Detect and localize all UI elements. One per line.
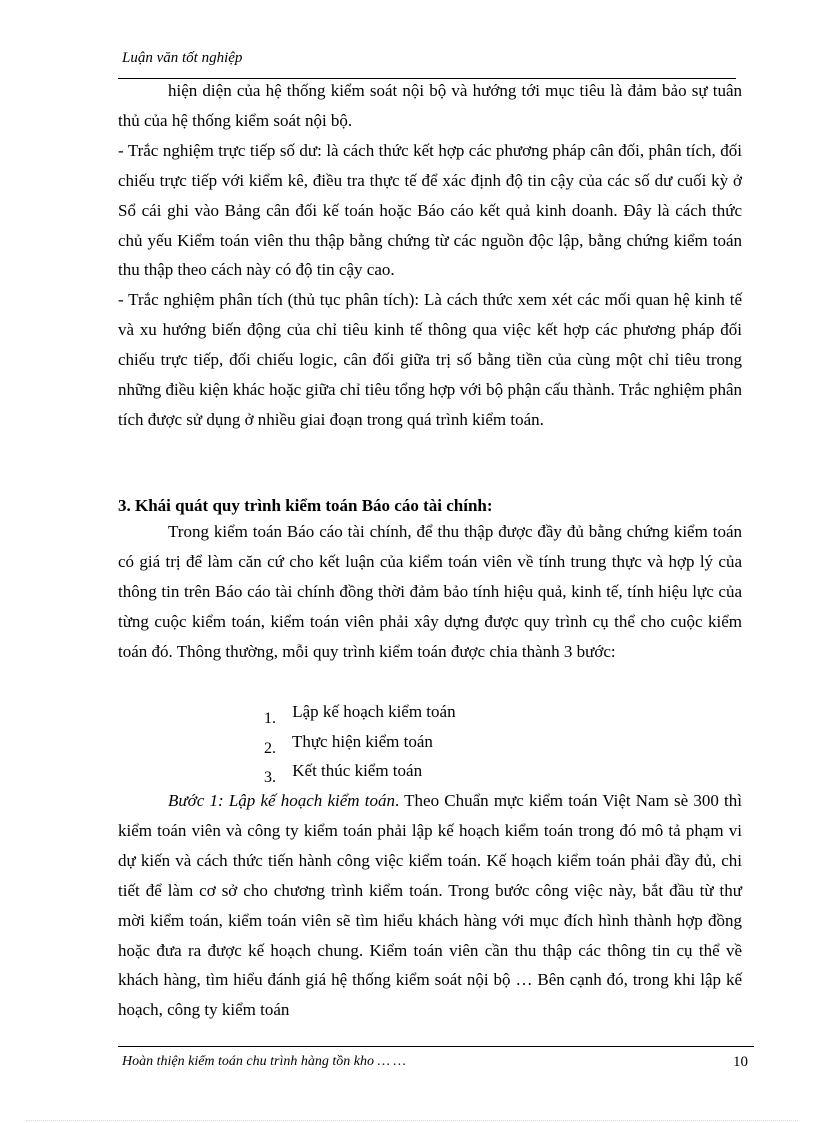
step1-block <box>118 786 742 1025</box>
paragraph-direct-balance-test: - Trắc nghiệm trực tiếp số dư: là cách thức kết hợp các phương pháp cân đối, phân tích, đối chiếu trực tiếp với kiểm kê, điều tra thực tế để xác định độ tin cậy của các số dư cuối kỳ ở Sổ cái ghi vào Bảng cân đối kế toán hoặc Báo cáo kết quả kinh doanh. Đây là cách thức chủ yếu Kiểm toán viên thu thập bằng chứng từ các nguồn độc lập, bằng chứng kiểm toán thu thập theo cách này có độ tin cậy cao. <box>118 140 742 280</box>
list-label: Thực hiện kiểm toán <box>291 731 433 751</box>
paragraph-continuation: hiện diện của hệ thống kiểm soát nội bộ và hướng tới mục tiêu là đảm bảo sự tuân thủ của hệ thống kiểm soát nội bộ. <box>118 81 742 130</box>
list-number: 3. <box>264 769 276 786</box>
intro-block <box>118 76 742 435</box>
steps-list <box>264 697 456 786</box>
running-header: Luận văn tốt nghiệp <box>122 50 243 66</box>
list-number: 2. <box>264 739 276 757</box>
list-item <box>264 727 456 757</box>
paragraph-audit-process: Trong kiểm toán Báo cáo tài chính, để thu thập được đầy đủ bằng chứng kiểm toán có giá trị để làm căn cứ cho kết luận của kiểm toán viên về tính trung thực và hợp lý của thông tin trên Báo cáo tài chính đồng thời đảm bảo tính hiệu quả, kinh tế, tính hiệu lực của từng cuộc kiểm toán, kiểm toán viên phải xây dựng được quy trình cụ thể cho cuộc kiểm toán đó. Thông thường, mỗi quy trình kiểm toán được chia thành 3 bước: <box>118 522 742 661</box>
paragraph-step1 <box>118 786 742 1025</box>
page-edge <box>26 1120 798 1121</box>
step1-title: Bước 1: Lập kế hoạch kiểm toán <box>168 791 395 810</box>
list-label: Kết thúc kiểm toán <box>292 761 423 780</box>
running-footer: Hoàn thiện kiểm toán chu trình hàng tồn kho … … <box>122 1054 406 1069</box>
paragraph-analytical-test: - Trắc nghiệm phân tích (thủ tục phân tích): Là cách thức xem xét các mối quan hệ kinh tế và xu hướng biến động của chỉ tiêu kinh tế thông qua việc kết hợp các phương pháp đối chiếu trực tiếp, đối chiếu logic, cân đối giữa trị số bằng tiền của cùng một chỉ tiêu trong những điều kiện khác hoặc giữa chỉ tiêu tổng hợp với bộ phận cấu thành. Trắc nghiệm phân tích được sử dụng ở nhiều giai đoạn trong quá trình kiểm toán. <box>118 290 742 429</box>
section-intro-block <box>118 517 742 667</box>
list-item <box>264 697 456 727</box>
list-item <box>264 756 456 786</box>
list-label: Lập kế hoạch kiểm toán <box>292 702 456 721</box>
section-heading: 3. Khái quát quy trình kiểm toán Báo cáo tài chính: <box>118 496 493 515</box>
page-number: 10 <box>733 1054 748 1070</box>
footer-divider <box>118 1046 754 1047</box>
list-number: 1. <box>264 710 276 727</box>
step1-text: . Theo Chuẩn mực kiểm toán Việt Nam sè 300 thì kiểm toán viên và công ty kiểm toán phải lập kế hoạch kiểm toán trong đó mô tả phạm vi dự kiến và cách thức tiến hành công việc kiểm toán. Kế hoạch kiểm toán phải đầy đủ, chi tiết để làm cơ sở cho chương trình kiểm toán. Trong bước công việc này, bắt đầu từ thư mời kiểm toán, kiểm toán viên sẽ tìm hiểu khách hàng với mục đích hình thành hợp đồng hoặc đưa ra được kế hoạch chung. Kiểm toán viên cần thu thập các thông tin cụ thể về khách hàng, tìm hiểu đánh giá hệ thống kiểm soát nội bộ … Bên cạnh đó, trong khi lập kế hoạch, công ty kiểm toán <box>118 791 743 1020</box>
